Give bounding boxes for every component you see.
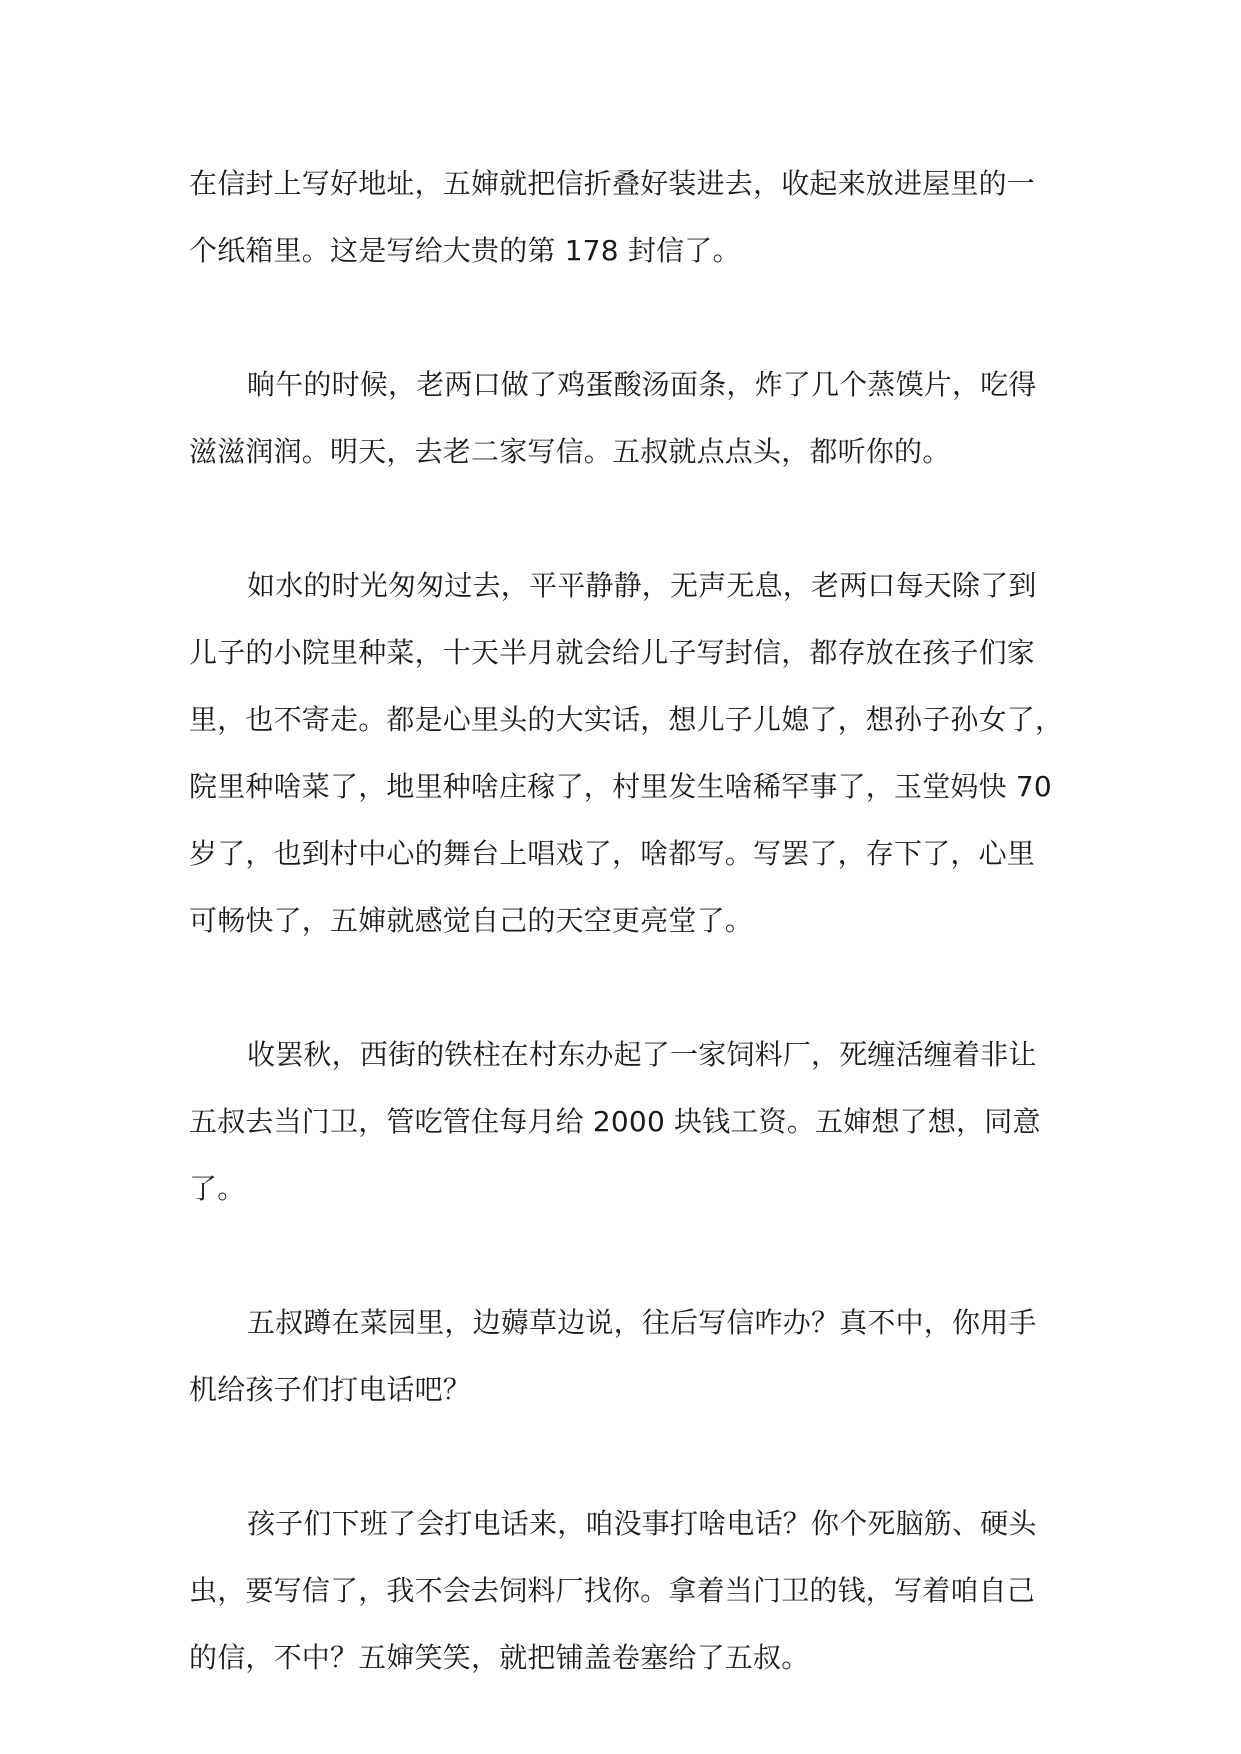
paragraph-line: 五叔去当门卫，管吃管住每月给 2000 块钱工资。五婶想了想，同意 <box>189 1105 1041 1138</box>
paragraph-spacer <box>189 1423 1054 1490</box>
paragraph-line: 孩子们下班了会打电话来，咱没事打啥电话？你个死脑筋、硬头 <box>247 1507 1037 1540</box>
paragraph-line: 了。 <box>189 1172 246 1205</box>
paragraph-5 <box>189 1289 1054 1423</box>
paragraph-2 <box>189 351 1054 485</box>
paragraph-line: 收罢秋，西街的铁柱在村东办起了一家饲料厂，死缠活缠着非让 <box>247 1038 1037 1071</box>
paragraph-spacer <box>189 284 1054 351</box>
paragraph-line: 岁了，也到村中心的舞台上唱戏了，啥都写。写罢了，存下了，心里 <box>189 837 1036 870</box>
paragraph-line: 五叔蹲在菜园里，边薅草边说，往后写信咋办？真不中，你用手 <box>247 1306 1037 1339</box>
paragraph-line: 个纸箱里。这是写给大贵的第 178 封信了。 <box>189 234 741 267</box>
paragraph-spacer <box>189 485 1054 552</box>
paragraph-4 <box>189 1021 1054 1222</box>
paragraph-line: 如水的时光匆匆过去，平平静静，无声无息，老两口每天除了到 <box>247 569 1037 602</box>
paragraph-spacer <box>189 1222 1054 1289</box>
paragraph-line: 的信，不中？五婶笑笑，就把铺盖卷塞给了五叔。 <box>189 1641 810 1674</box>
paragraph-3 <box>189 552 1064 954</box>
paragraph-line: 虫，要写信了，我不会去饲料厂找你。拿着当门卫的钱，写着咱自己 <box>189 1574 1036 1607</box>
paragraph-line: 滋滋润润。明天，去老二家写信。五叔就点点头，都听你的。 <box>189 435 951 468</box>
paragraph-line: 院里种啥菜了，地里种啥庄稼了，村里发生啥稀罕事了，玉堂妈快 70 <box>189 770 1052 803</box>
paragraph-6 <box>189 1490 1054 1691</box>
paragraph-line: 儿子的小院里种菜，十天半月就会给儿子写封信，都存放在孩子们家 <box>189 636 1036 669</box>
paragraph-line: 可畅快了，五婶就感觉自己的天空更亮堂了。 <box>189 904 754 937</box>
paragraph-line: 里，也不寄走。都是心里头的大实话，想儿子儿媳了，想孙子孙女了， <box>189 703 1064 736</box>
paragraph-spacer <box>189 954 1054 1021</box>
paragraph-1 <box>189 150 1054 284</box>
paragraph-line: 在信封上写好地址，五婶就把信折叠好装进去，收起来放进屋里的一 <box>189 167 1036 200</box>
document-body <box>189 150 1064 1691</box>
paragraph-line: 晌午的时候，老两口做了鸡蛋酸汤面条，炸了几个蒸馍片，吃得 <box>247 368 1037 401</box>
paragraph-line: 机给孩子们打电话吧？ <box>189 1373 472 1406</box>
